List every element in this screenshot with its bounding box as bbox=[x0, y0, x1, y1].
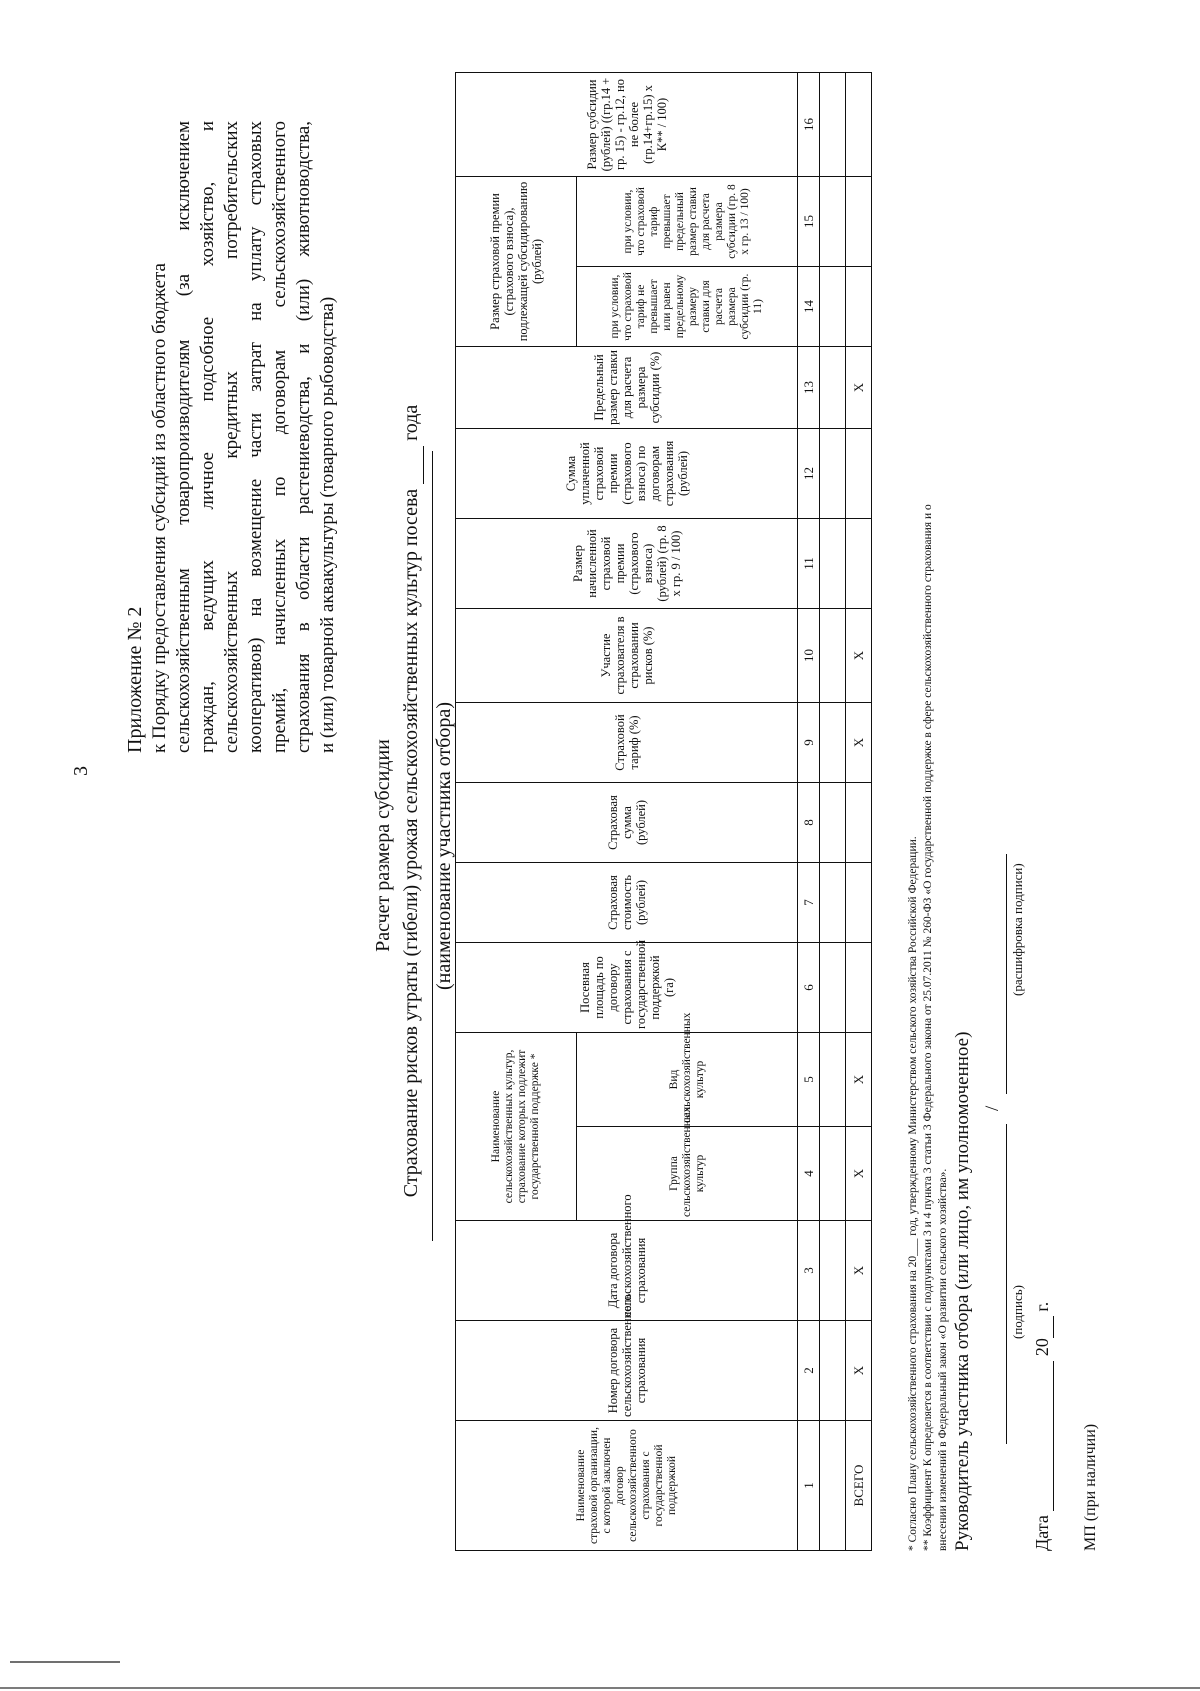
cross-mark: Х bbox=[846, 1221, 872, 1321]
table-cell bbox=[846, 177, 872, 267]
column-number: 10 bbox=[798, 609, 820, 703]
header-crop-type: Вид сельскохозяйственных культур bbox=[577, 1033, 798, 1127]
appendix-block bbox=[122, 121, 340, 753]
column-number: 2 bbox=[798, 1321, 820, 1421]
column-number: 15 bbox=[798, 177, 820, 267]
table-cell bbox=[820, 863, 846, 943]
appendix-line: кооперативов) на возмещение части затрат на уплату страховых bbox=[245, 121, 266, 753]
header-insured-sum: Страховая сумма (рублей) bbox=[456, 783, 798, 863]
header-accrued-premium: Размер начисленной страховой премии (страхового взноса) (рублей) (гр. 8 х гр. 9 / 100) bbox=[456, 519, 798, 609]
table-cell bbox=[820, 1221, 846, 1321]
column-number: 14 bbox=[798, 267, 820, 347]
total-label: ВСЕГО bbox=[846, 1421, 872, 1551]
year-blank bbox=[400, 446, 424, 484]
signature-slash: / bbox=[982, 1105, 1003, 1111]
header-participation: Участие страхователя в страховании рисков (%) bbox=[456, 609, 798, 703]
stamp-label: МП (при наличии) bbox=[1082, 1423, 1099, 1551]
table-cell bbox=[820, 519, 846, 609]
appendix-line: сельскохозяйственным товаропроизводителям (за исключением bbox=[173, 121, 194, 753]
footnote-2: ** Коэффициент К определяется в соответствии с подпунктами 3 и 4 пункта 3 статьи 3 Федерального закона от 25.07.2011 № 260-ФЗ «О государственной поддержке в сфере сельскохозяйственного страхования и о bbox=[922, 504, 934, 1551]
appendix-line: и (или) товарной аквакультуры (товарного рыбоводства) bbox=[317, 296, 338, 753]
header-crop-group: Группа сельскохозяйственных культур bbox=[577, 1127, 798, 1221]
header-insurer: Наименование страховой организации, с которой заключен договор сельскохозяйственного страхования с государственной поддержкой bbox=[456, 1421, 798, 1551]
appendix-line: граждан, ведущих личное подсобное хозяйство, и bbox=[197, 121, 218, 753]
appendix-line: к Порядку предоставления субсидий из областного бюджета bbox=[149, 263, 170, 753]
table-cell bbox=[820, 1127, 846, 1221]
cross-mark: Х bbox=[846, 1127, 872, 1221]
header-subsidized-premium: Размер страховой премии (страхового взноса), подлежащей субсидированию (рублей) bbox=[456, 177, 577, 347]
calc-table bbox=[455, 72, 872, 1551]
signature-caption: (подпись) bbox=[1010, 1285, 1025, 1339]
header-contract-number: Номер договора сельскохозяйственного страхования bbox=[456, 1321, 798, 1421]
table-cell bbox=[846, 943, 872, 1033]
table-cell bbox=[820, 1321, 846, 1421]
header-tariff: Страховой тариф (%) bbox=[456, 703, 798, 783]
cross-mark: Х bbox=[846, 703, 872, 783]
column-number: 7 bbox=[798, 863, 820, 943]
year-blank bbox=[1032, 1316, 1054, 1338]
column-number: 9 bbox=[798, 703, 820, 783]
header-contract-date: Дата договора сельскохозяйственного страхования bbox=[456, 1221, 798, 1321]
calc-title: Расчет размера субсидии bbox=[372, 739, 394, 952]
header-paid-premium: Сумма уплаченной страховой премии (страхового взноса) по договорам страхования (рублей) bbox=[456, 429, 798, 519]
header-insured-value: Страховая стоимость (рублей) bbox=[456, 863, 798, 943]
header-premium-within-limit: при условии, что страховой тариф не превышает или равен предельному размеру ставки для расчета размера субсидии (гр. 11) bbox=[577, 267, 798, 347]
cross-mark: Х bbox=[846, 347, 872, 429]
appendix-line: страхования в области растениеводства, и (или) животноводства, bbox=[293, 121, 314, 753]
decode-line bbox=[1006, 854, 1007, 1094]
header-rate-limit: Предельный размер ставки для расчета размера субсидии (%) bbox=[456, 347, 798, 429]
table-cell bbox=[846, 863, 872, 943]
column-number: 4 bbox=[798, 1127, 820, 1221]
column-number: 3 bbox=[798, 1221, 820, 1321]
table-cell bbox=[820, 177, 846, 267]
table-cell bbox=[820, 1033, 846, 1127]
column-number: 8 bbox=[798, 783, 820, 863]
signature-line bbox=[1006, 1124, 1007, 1444]
appendix-line: премий, начисленных по договорам сельскохозяйственного bbox=[269, 121, 290, 753]
header-area: Посевная площадь по договору страхования с государственной поддержкой (га) bbox=[456, 943, 798, 1033]
column-number: 16 bbox=[798, 73, 820, 177]
table-cell bbox=[820, 703, 846, 783]
column-number: 11 bbox=[798, 519, 820, 609]
column-number: 12 bbox=[798, 429, 820, 519]
table-cell bbox=[820, 1421, 846, 1551]
header-premium-over-limit: при условии, что страховой тариф превышает предельный размер ставки для расчета размера субсидии (гр. 8 х гр. 13 / 100) bbox=[577, 177, 798, 267]
table-cell bbox=[846, 73, 872, 177]
date-label: Дата bbox=[1032, 1515, 1052, 1551]
date-row bbox=[1032, 1302, 1054, 1551]
column-number: 5 bbox=[798, 1033, 820, 1127]
signature-title: Руководитель участника отбора (или лицо, им уполномоченное) bbox=[952, 1031, 973, 1551]
date-blank bbox=[1032, 1361, 1054, 1511]
header-subsidy: Размер субсидии (рублей) ((гр.14 + гр. 15) - гр.12, но не более (гр.14+гр.15) х К** / 100) bbox=[456, 73, 798, 177]
table-cell bbox=[846, 783, 872, 863]
table-row bbox=[820, 73, 846, 1551]
table-cell bbox=[820, 347, 846, 429]
table-cell bbox=[846, 267, 872, 347]
calc-subtitle bbox=[400, 311, 424, 1291]
table-cell bbox=[846, 519, 872, 609]
table-cell bbox=[820, 73, 846, 177]
page-number: 3 bbox=[70, 766, 92, 776]
column-number: 1 bbox=[798, 1421, 820, 1551]
subtitle-year-word: года bbox=[400, 404, 422, 441]
scan-edge-line bbox=[0, 1687, 1200, 1689]
subtitle-text: Страхование рисков утраты (гибели) урожая сельскохозяйственных культур посева bbox=[400, 488, 422, 1198]
table-cell bbox=[820, 783, 846, 863]
table-cell bbox=[846, 429, 872, 519]
table-cell bbox=[820, 943, 846, 1033]
table-cell bbox=[820, 267, 846, 347]
scan-edge-line bbox=[10, 1661, 120, 1663]
table-total-row bbox=[846, 73, 872, 1551]
column-number: 13 bbox=[798, 347, 820, 429]
table-cell bbox=[820, 429, 846, 519]
footnote-2-continued: внесении изменений в Федеральный закон «О развитии сельского хозяйства». bbox=[937, 1168, 949, 1551]
header-crops: Наименование сельскохозяйственных культур, страхование которых подлежит государственной поддержке * bbox=[456, 1033, 577, 1221]
appendix-title: Приложение № 2 bbox=[124, 606, 146, 753]
org-name-line: (наименование участника отбора) bbox=[432, 451, 456, 1241]
date-year: 20 bbox=[1032, 1338, 1052, 1357]
appendix-line: сельскохозяйственных кредитных потребительских bbox=[221, 121, 242, 753]
cross-mark: Х bbox=[846, 1033, 872, 1127]
column-number: 6 bbox=[798, 943, 820, 1033]
table-cell bbox=[820, 609, 846, 703]
date-suffix: г. bbox=[1032, 1301, 1052, 1312]
footnote-1: * Согласно Плану сельскохозяйственного страхования на 20___ год, утвержденному Министерством сельского хозяйства Российской Федерации. bbox=[907, 836, 919, 1551]
cross-mark: Х bbox=[846, 1321, 872, 1421]
cross-mark: Х bbox=[846, 609, 872, 703]
decode-caption: (расшифровка подписи) bbox=[1010, 863, 1025, 996]
